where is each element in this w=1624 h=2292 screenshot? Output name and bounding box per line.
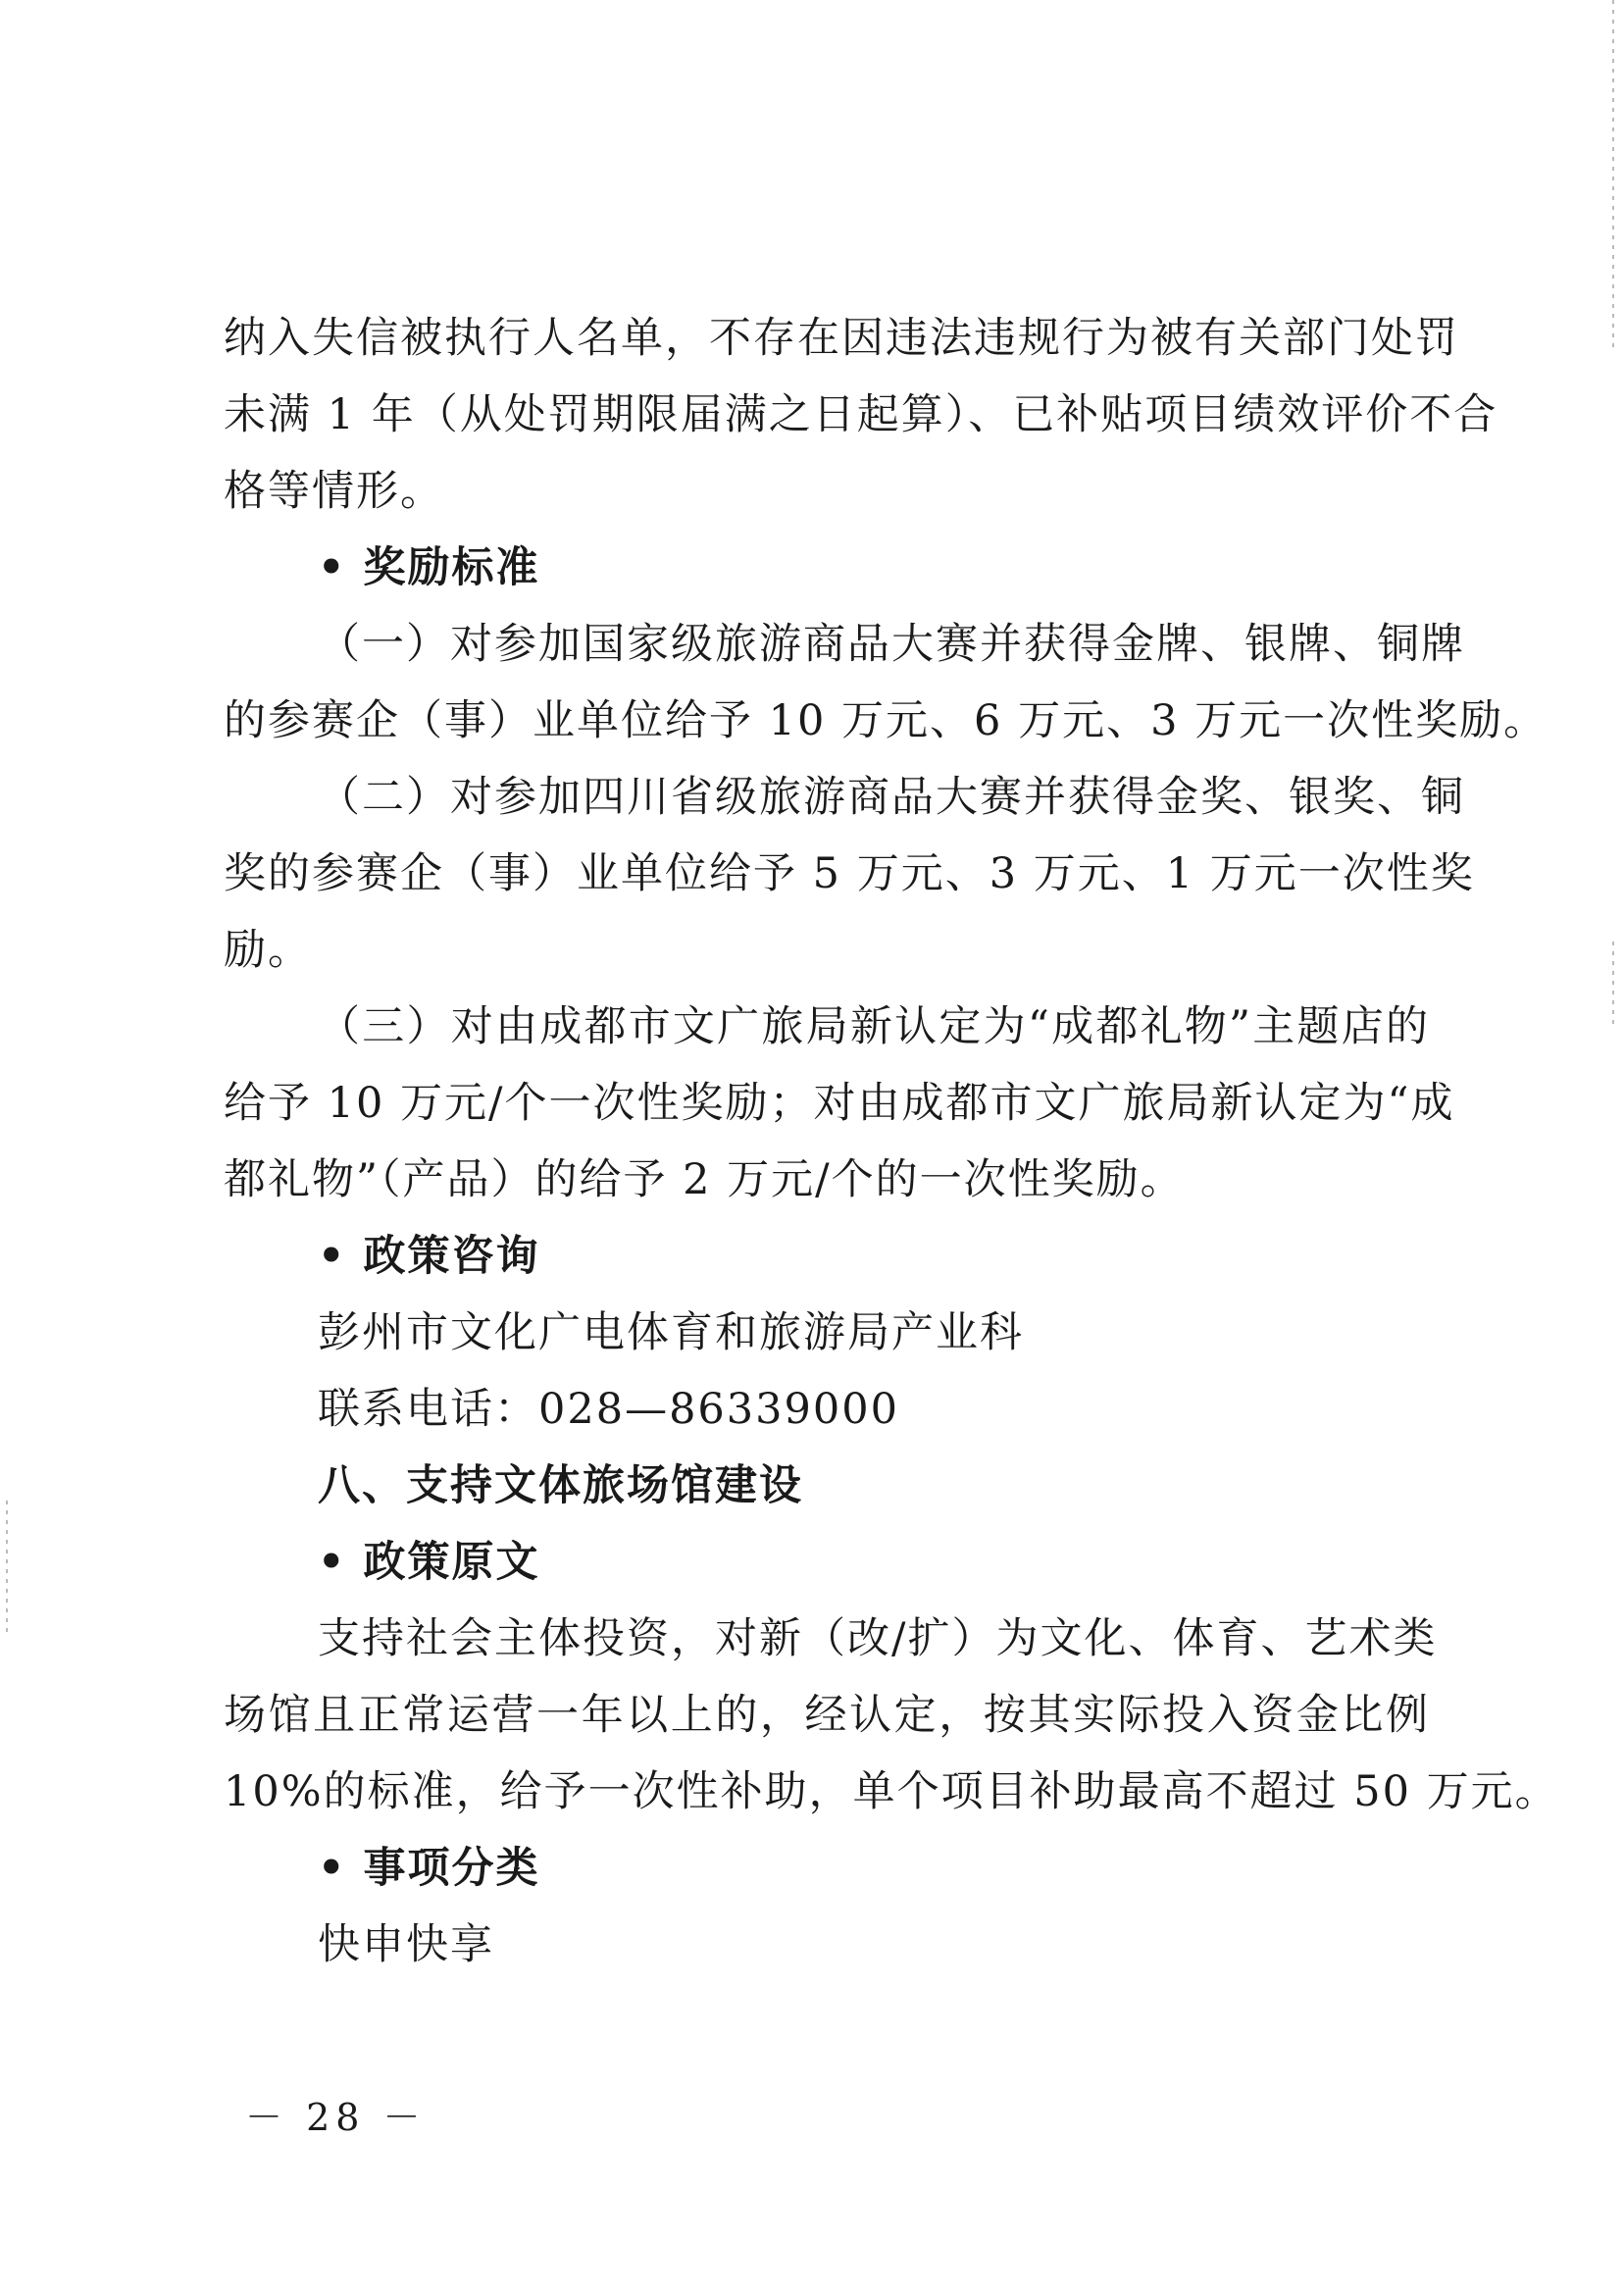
body-line: 格等情形。: [224, 467, 444, 516]
section-bullet-reward-standard: • 奖励标准: [318, 543, 540, 592]
body-line: （三）对由成都市文广旅局新认定为“成都礼物”主题店的: [318, 1002, 1430, 1051]
body-line: （二）对参加四川省级旅游商品大赛并获得金奖、银奖、铜: [318, 773, 1465, 822]
contact-phone: 联系电话：028—86339000: [318, 1385, 899, 1434]
body-line: （一）对参加国家级旅游商品大赛并获得金牌、银牌、铜牌: [318, 620, 1465, 669]
scan-edge-mark: [1612, 0, 1614, 353]
body-line: 都礼物”（产品）的给予 2 万元/个的一次性奖励。: [224, 1155, 1185, 1204]
body-line: 10%的标准，给予一次性补助，单个项目补助最高不超过 50 万元。: [224, 1767, 1559, 1816]
scan-edge-mark: [1612, 942, 1614, 1030]
body-line: 的参赛企（事）业单位给予 10 万元、6 万元、3 万元一次性奖励。: [224, 696, 1548, 745]
section-bullet-item-category: • 事项分类: [318, 1844, 540, 1893]
body-line: 给予 10 万元/个一次性奖励；对由成都市文广旅局新认定为“成: [224, 1079, 1455, 1128]
body-line: 快申快享: [318, 1920, 494, 1969]
section-heading-eight: 八、支持文体旅场馆建设: [318, 1461, 803, 1510]
body-line: 场馆且正常运营一年以上的，经认定，按其实际投入资金比例: [224, 1691, 1430, 1740]
document-body: [224, 300, 1559, 1983]
body-line: 纳入失信被执行人名单，不存在因违法违规行为被有关部门处罚: [224, 314, 1459, 363]
body-line: 支持社会主体投资，对新（改/扩）为文化、体育、艺术类: [318, 1614, 1438, 1663]
body-line: 励。: [224, 926, 312, 975]
page-number: － 28 －: [245, 2096, 427, 2139]
section-bullet-policy-text: • 政策原文: [318, 1538, 540, 1587]
contact-department: 彭州市文化广电体育和旅游局产业科: [318, 1308, 1024, 1357]
scan-edge-mark: [6, 1501, 8, 1638]
body-line: 未满 1 年（从处罚期限届满之日起算）、已补贴项目绩效评价不合: [224, 390, 1498, 439]
body-line: 奖的参赛企（事）业单位给予 5 万元、3 万元、1 万元一次性奖: [224, 849, 1475, 898]
section-bullet-policy-consult: • 政策咨询: [318, 1232, 540, 1281]
